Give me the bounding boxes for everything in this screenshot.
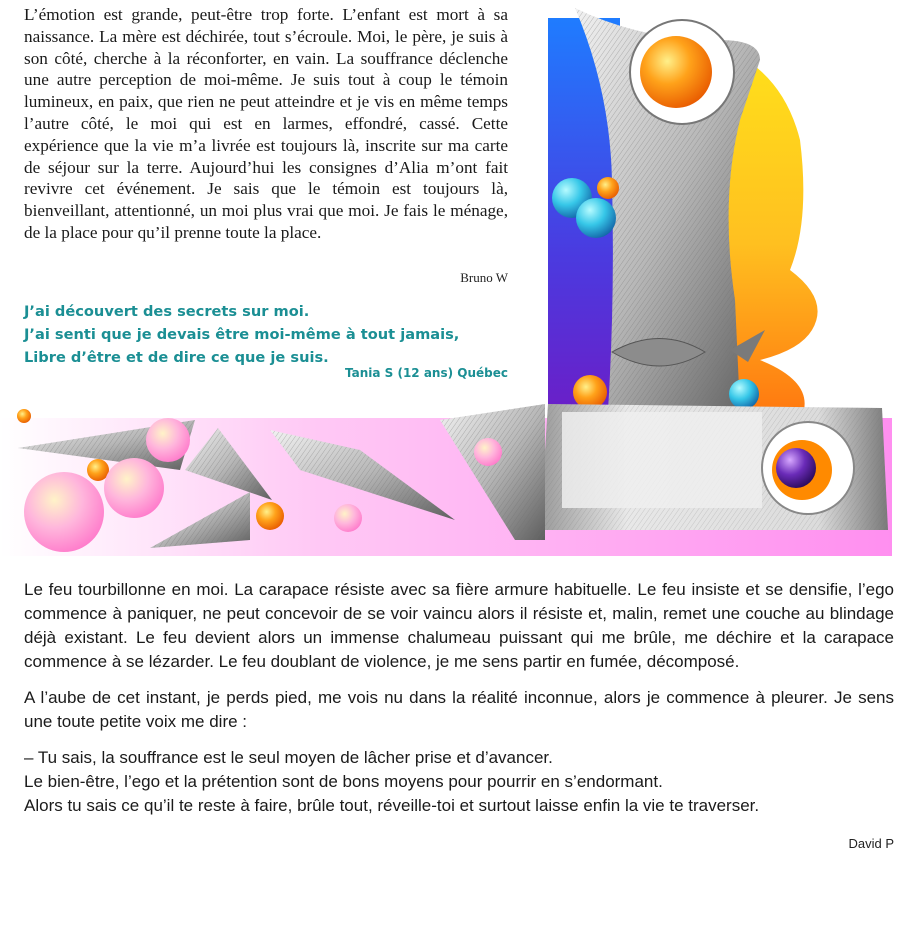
quote-line: Alors tu sais ce qu’il te reste à faire, brûle tout, réveille-toi et surtout laisse enfin la vie te traverser. <box>24 796 760 815</box>
quote-line: Le bien-être, l’ego et la prétention sont de bons moyens pour pourrir en s’endormant. <box>24 772 663 791</box>
signature-david: David P <box>848 836 894 851</box>
story-paragraph-bruno: L’émotion est grande, peut-être trop forte. L’enfant est mort à sa naissance. La mère est déchirée, tout s’écroule. Moi, le père, je suis à son côté, cherche à la réconforter, en vain. La souffrance déclenche une autre perception de moi-même. Je suis tout à coup le témoin lumineux, en paix, que rien ne peut atteindre et je vis en même temps l’autre côté, le moi qui est en larmes, effondré, cassé. Cette expérience que la vie m’a livrée est toujours là, inscrite sur ma carte de séjour sur la terre. Aujourd’hui les consignes d’Alia m’ont fait revivre cet événement. Je sais que le témoin est toujours là, bienveillant, attentionné, un moi plus vrai que moi. Je fais le ménage, de la place pour qu’il prenne toute la place. <box>24 5 508 242</box>
story-david <box>24 578 894 818</box>
story-paragraph: Le feu tourbillonne en moi. La carapace résiste avec sa fière armure habituelle. Le feu insiste et se densifie, l’ego commence à paniquer, ne peut concevoir de se voir vaincu alors il résiste et, malin, remet une couche au blindage déjà existant. Le feu devient alors un immense chalumeau puissant qui me brûle, me déchire et la carapace commence à se lézarder. Le feu doublant de violence, je me sens partir en fumée, décomposé. <box>24 580 894 671</box>
poem <box>24 300 514 369</box>
signature-bruno: Bruno W <box>460 270 508 285</box>
poem-line: J’ai senti que je devais être moi-même à tout jamais, <box>24 326 460 343</box>
quoted-voice <box>24 746 894 818</box>
quote-line: – Tu sais, la souffrance est le seul moyen de lâcher prise et d’avancer. <box>24 748 553 767</box>
poem-line: J’ai découvert des secrets sur moi. <box>24 303 310 320</box>
poem-line: Libre d’être et de dire ce que je suis. <box>24 349 329 366</box>
signature-tania: Tania S (12 ans) Québec <box>344 366 508 380</box>
story-paragraph: A l’aube de cet instant, je perds pied, me vois nu dans la réalité inconnue, alors je commence à pleurer. Je sens une toute petite voix me dire : <box>24 688 894 731</box>
